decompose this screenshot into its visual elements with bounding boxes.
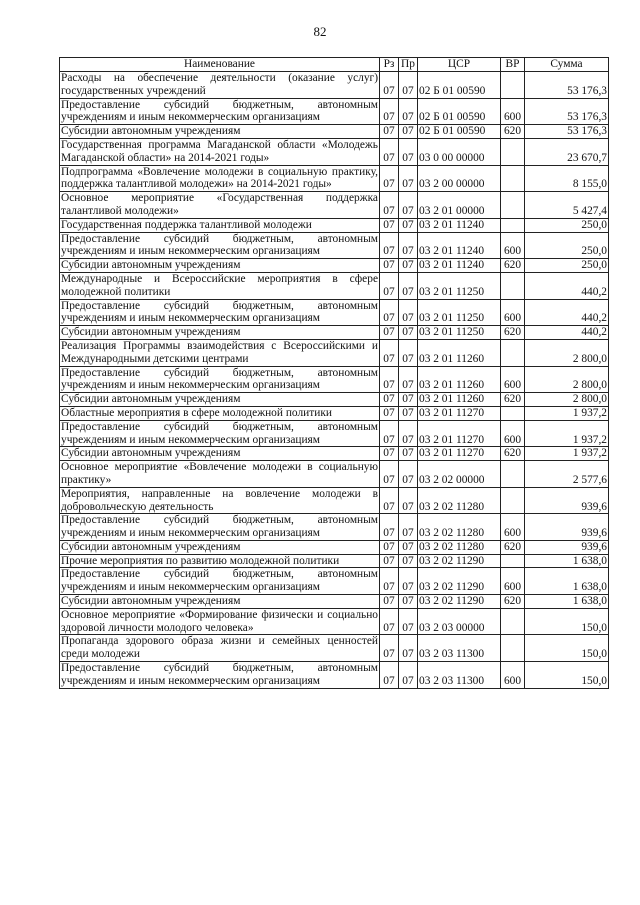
cell-csr: 03 2 03 11300 xyxy=(418,662,501,689)
cell-pr: 07 xyxy=(399,165,418,192)
cell-sum: 5 427,4 xyxy=(525,192,609,219)
cell-name: Основное мероприятие «Государственная поддержка талантливой молодежи» xyxy=(61,192,378,217)
cell-vr: 620 xyxy=(501,259,525,273)
cell-sum: 440,2 xyxy=(525,299,609,326)
cell-rz: 07 xyxy=(380,514,399,541)
cell-name: Предоставление субсидий бюджетным, автономным учреждениям и иным некоммерческим организациям xyxy=(61,299,378,325)
cell-vr xyxy=(501,165,525,192)
cell-sum: 150,0 xyxy=(525,635,609,662)
cell-pr: 07 xyxy=(399,420,418,447)
cell-vr xyxy=(501,554,525,568)
cell-pr: 07 xyxy=(399,125,418,139)
cell-vr: 620 xyxy=(501,540,525,554)
cell-sum: 939,6 xyxy=(525,487,609,514)
cell-pr: 07 xyxy=(399,595,418,609)
cell-csr: 02 Б 01 00590 xyxy=(418,98,501,125)
cell-name: Субсидии автономным учреждениям xyxy=(60,393,380,407)
cell-sum: 250,0 xyxy=(525,218,609,232)
cell-vr xyxy=(501,635,525,662)
table-row xyxy=(60,72,609,99)
cell-pr: 07 xyxy=(399,339,418,366)
cell-name: Реализация Программы взаимодействия с Всероссийскими и Международными детскими центрами xyxy=(61,339,378,365)
cell-csr: 03 2 01 11240 xyxy=(418,232,501,259)
cell-rz: 07 xyxy=(380,299,399,326)
cell-csr: 03 2 01 11240 xyxy=(418,259,501,273)
cell-csr: 03 2 01 11260 xyxy=(418,339,501,366)
col-header-pr: Пр xyxy=(399,58,418,72)
cell-pr: 07 xyxy=(399,514,418,541)
cell-sum: 1 937,2 xyxy=(525,420,609,447)
cell-sum: 53 176,3 xyxy=(525,98,609,125)
cell-vr: 620 xyxy=(501,393,525,407)
cell-name: Мероприятия, направленные на вовлечение молодежи в добровольческую деятельность xyxy=(61,487,378,513)
cell-rz: 07 xyxy=(380,662,399,689)
cell-csr: 03 2 02 11290 xyxy=(418,568,501,595)
cell-pr: 07 xyxy=(399,461,418,488)
cell-rz: 07 xyxy=(380,568,399,595)
cell-pr: 07 xyxy=(399,326,418,340)
table-row xyxy=(60,461,609,488)
cell-sum: 2 800,0 xyxy=(525,339,609,366)
cell-name: Предоставление субсидий бюджетным, автономным учреждениям и иным некоммерческим организациям xyxy=(61,662,378,687)
table-row xyxy=(60,487,609,514)
cell-pr: 07 xyxy=(399,72,418,99)
cell-pr: 07 xyxy=(399,635,418,662)
cell-pr: 07 xyxy=(399,662,418,689)
table-row xyxy=(60,662,609,689)
cell-sum: 250,0 xyxy=(525,232,609,259)
cell-csr: 03 2 01 11250 xyxy=(418,326,501,340)
cell-name: Подпрограмма «Вовлечение молодежи в социальную практику, поддержка талантливой молодежи» на 2014-2021 годы» xyxy=(61,165,378,191)
table-row xyxy=(60,366,609,393)
cell-sum: 1 638,0 xyxy=(525,568,609,595)
cell-rz: 07 xyxy=(380,165,399,192)
cell-rz: 07 xyxy=(380,554,399,568)
cell-rz: 07 xyxy=(380,218,399,232)
cell-csr: 03 2 01 11250 xyxy=(418,299,501,326)
cell-rz: 07 xyxy=(380,339,399,366)
cell-name: Государственная поддержка талантливой молодежи xyxy=(60,218,380,232)
cell-csr: 03 2 02 11280 xyxy=(418,514,501,541)
cell-pr: 07 xyxy=(399,366,418,393)
cell-name: Предоставление субсидий бюджетным, автономным учреждениям и иным некоммерческим организациям xyxy=(61,232,378,258)
table-row xyxy=(60,406,609,420)
cell-pr: 07 xyxy=(399,447,418,461)
cell-name: Основное мероприятие «Формирование физически и социально здоровой личности молодого человека» xyxy=(61,608,378,634)
table-row xyxy=(60,232,609,259)
table-body xyxy=(60,72,609,689)
table-row xyxy=(60,259,609,273)
cell-vr: 620 xyxy=(501,326,525,340)
cell-vr xyxy=(501,192,525,219)
cell-csr: 03 0 00 00000 xyxy=(418,138,501,165)
cell-name: Основное мероприятие «Вовлечение молодежи в социальную практику» xyxy=(61,461,378,486)
table-row xyxy=(60,339,609,366)
cell-vr xyxy=(501,272,525,299)
table-header-row xyxy=(60,58,609,72)
cell-sum: 150,0 xyxy=(525,662,609,689)
cell-csr: 03 2 02 11290 xyxy=(418,595,501,609)
cell-rz: 07 xyxy=(380,540,399,554)
cell-sum: 150,0 xyxy=(525,608,609,635)
table-row xyxy=(60,192,609,219)
cell-sum: 1 638,0 xyxy=(525,595,609,609)
cell-sum: 1 937,2 xyxy=(525,447,609,461)
cell-name: Расходы на обеспечение деятельности (оказание услуг) государственных учреждений xyxy=(61,72,378,97)
cell-name: Международные и Всероссийские мероприятия в сфере молодежной политики xyxy=(61,272,378,298)
cell-sum: 440,2 xyxy=(525,326,609,340)
table-row xyxy=(60,125,609,139)
cell-pr: 07 xyxy=(399,218,418,232)
cell-rz: 07 xyxy=(380,259,399,273)
cell-rz: 07 xyxy=(380,125,399,139)
cell-name: Субсидии автономным учреждениям xyxy=(60,259,380,273)
cell-sum: 2 800,0 xyxy=(525,366,609,393)
cell-csr: 03 2 01 11250 xyxy=(418,272,501,299)
cell-name: Субсидии автономным учреждениям xyxy=(60,595,380,609)
col-header-csr: ЦСР xyxy=(418,58,501,72)
table-row xyxy=(60,393,609,407)
cell-vr: 600 xyxy=(501,662,525,689)
cell-sum: 53 176,3 xyxy=(525,72,609,99)
table-row xyxy=(60,608,609,635)
cell-sum: 250,0 xyxy=(525,259,609,273)
cell-csr: 03 2 01 11270 xyxy=(418,420,501,447)
cell-name: Предоставление субсидий бюджетным, автономным учреждениям и иным некоммерческим организациям xyxy=(61,420,378,446)
cell-rz: 07 xyxy=(380,487,399,514)
cell-name: Областные мероприятия в сфере молодежной политики xyxy=(60,406,380,420)
cell-name: Субсидии автономным учреждениям xyxy=(60,540,380,554)
cell-name: Пропаганда здорового образа жизни и семейных ценностей среди молодежи xyxy=(61,635,378,661)
cell-sum: 53 176,3 xyxy=(525,125,609,139)
table-row xyxy=(60,568,609,595)
cell-pr: 07 xyxy=(399,259,418,273)
table-row xyxy=(60,514,609,541)
table-row xyxy=(60,554,609,568)
cell-vr: 620 xyxy=(501,595,525,609)
cell-name: Субсидии автономным учреждениям xyxy=(60,326,380,340)
cell-csr: 03 2 02 00000 xyxy=(418,461,501,488)
cell-rz: 07 xyxy=(380,138,399,165)
cell-rz: 07 xyxy=(380,608,399,635)
cell-csr: 03 2 02 11280 xyxy=(418,540,501,554)
table-row xyxy=(60,299,609,326)
cell-pr: 07 xyxy=(399,568,418,595)
cell-rz: 07 xyxy=(380,326,399,340)
budget-table xyxy=(59,57,609,689)
cell-pr: 07 xyxy=(399,554,418,568)
cell-rz: 07 xyxy=(380,393,399,407)
cell-name: Предоставление субсидий бюджетным, автономным учреждениям и иным некоммерческим организациям xyxy=(61,514,378,540)
table-row xyxy=(60,595,609,609)
cell-sum: 939,6 xyxy=(525,514,609,541)
cell-pr: 07 xyxy=(399,299,418,326)
cell-name: Предоставление субсидий бюджетным, автономным учреждениям и иным некоммерческим организациям xyxy=(61,366,378,392)
cell-rz: 07 xyxy=(380,420,399,447)
cell-rz: 07 xyxy=(380,461,399,488)
cell-sum: 23 670,7 xyxy=(525,138,609,165)
cell-pr: 07 xyxy=(399,540,418,554)
table-row xyxy=(60,540,609,554)
cell-rz: 07 xyxy=(380,447,399,461)
cell-vr xyxy=(501,339,525,366)
cell-pr: 07 xyxy=(399,406,418,420)
cell-sum: 939,6 xyxy=(525,540,609,554)
col-header-name: Наименование xyxy=(60,58,380,72)
cell-csr: 03 2 01 00000 xyxy=(418,192,501,219)
cell-csr: 03 2 01 11270 xyxy=(418,447,501,461)
page-number: 82 xyxy=(313,24,327,39)
cell-name: Государственная программа Магаданской области «Молодежь Магаданской области» на 2014-2021 годы» xyxy=(61,138,378,164)
cell-csr: 02 Б 01 00590 xyxy=(418,72,501,99)
cell-vr: 600 xyxy=(501,232,525,259)
cell-vr: 600 xyxy=(501,98,525,125)
cell-rz: 07 xyxy=(380,595,399,609)
cell-csr: 03 2 00 00000 xyxy=(418,165,501,192)
cell-vr xyxy=(501,487,525,514)
cell-pr: 07 xyxy=(399,393,418,407)
cell-pr: 07 xyxy=(399,192,418,219)
cell-csr: 03 2 01 11270 xyxy=(418,406,501,420)
cell-sum: 8 155,0 xyxy=(525,165,609,192)
cell-rz: 07 xyxy=(380,72,399,99)
table-row xyxy=(60,272,609,299)
table-row xyxy=(60,420,609,447)
cell-vr: 600 xyxy=(501,514,525,541)
cell-sum: 2 800,0 xyxy=(525,393,609,407)
cell-rz: 07 xyxy=(380,232,399,259)
cell-rz: 07 xyxy=(380,98,399,125)
cell-csr: 03 2 03 11300 xyxy=(418,635,501,662)
cell-csr: 03 2 02 11280 xyxy=(418,487,501,514)
cell-csr: 03 2 01 11260 xyxy=(418,366,501,393)
cell-rz: 07 xyxy=(380,635,399,662)
cell-pr: 07 xyxy=(399,232,418,259)
cell-vr: 600 xyxy=(501,366,525,393)
cell-csr: 03 2 02 11290 xyxy=(418,554,501,568)
cell-vr: 600 xyxy=(501,420,525,447)
cell-pr: 07 xyxy=(399,98,418,125)
cell-rz: 07 xyxy=(380,366,399,393)
cell-vr xyxy=(501,461,525,488)
table-row xyxy=(60,138,609,165)
cell-pr: 07 xyxy=(399,608,418,635)
cell-name: Субсидии автономным учреждениям xyxy=(60,447,380,461)
table-row xyxy=(60,98,609,125)
cell-name: Предоставление субсидий бюджетным, автономным учреждениям и иным некоммерческим организациям xyxy=(61,568,378,594)
cell-pr: 07 xyxy=(399,138,418,165)
cell-vr: 620 xyxy=(501,447,525,461)
cell-sum: 2 577,6 xyxy=(525,461,609,488)
cell-csr: 03 2 03 00000 xyxy=(418,608,501,635)
col-header-sum: Сумма xyxy=(525,58,609,72)
cell-csr: 03 2 01 11240 xyxy=(418,218,501,232)
cell-sum: 1 937,2 xyxy=(525,406,609,420)
table-row xyxy=(60,635,609,662)
table-row xyxy=(60,326,609,340)
cell-vr: 600 xyxy=(501,568,525,595)
cell-rz: 07 xyxy=(380,192,399,219)
cell-csr: 03 2 01 11260 xyxy=(418,393,501,407)
cell-vr xyxy=(501,608,525,635)
cell-vr xyxy=(501,72,525,99)
table-row xyxy=(60,165,609,192)
cell-pr: 07 xyxy=(399,272,418,299)
cell-pr: 07 xyxy=(399,487,418,514)
cell-name: Прочие мероприятия по развитию молодежной политики xyxy=(60,554,380,568)
cell-name: Предоставление субсидий бюджетным, автономным учреждениям и иным некоммерческим организациям xyxy=(61,98,378,124)
cell-name: Субсидии автономным учреждениям xyxy=(60,125,380,139)
cell-rz: 07 xyxy=(380,406,399,420)
cell-csr: 02 Б 01 00590 xyxy=(418,125,501,139)
col-header-vr: ВР xyxy=(501,58,525,72)
cell-rz: 07 xyxy=(380,272,399,299)
cell-sum: 1 638,0 xyxy=(525,554,609,568)
cell-vr xyxy=(501,218,525,232)
table-row xyxy=(60,447,609,461)
cell-vr xyxy=(501,406,525,420)
col-header-rz: Рз xyxy=(380,58,399,72)
cell-vr xyxy=(501,138,525,165)
cell-vr: 620 xyxy=(501,125,525,139)
cell-sum: 440,2 xyxy=(525,272,609,299)
table-row xyxy=(60,218,609,232)
cell-vr: 600 xyxy=(501,299,525,326)
